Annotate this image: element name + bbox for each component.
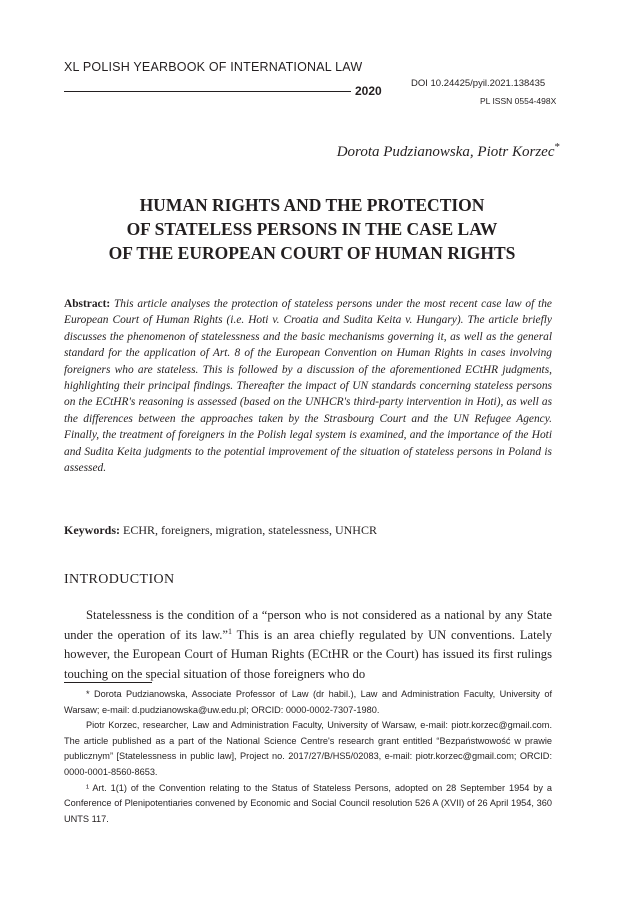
keywords-text: ECHR, foreigners, migration, statelessness, UNHCR (123, 523, 377, 537)
article-title (60, 193, 564, 265)
authors (337, 141, 560, 161)
keywords (64, 523, 552, 538)
footnotes (64, 687, 552, 827)
author-names: Dorota Pudzianowska, Piotr Korzec (336, 144, 555, 160)
footnote-rule (64, 682, 152, 683)
body-text-part: Statelessness is the condition of a “person who is not considered as a national by any State under the operation of its law.” (64, 608, 552, 642)
title-line: OF THE EUROPEAN COURT OF HUMAN RIGHTS (108, 243, 516, 263)
keywords-label: Keywords: (64, 523, 120, 537)
doi: DOI 10.24425/pyil.2021.138435 (411, 78, 546, 89)
footnote: ¹ Art. 1(1) of the Convention relating to the Status of Stateless Persons, adopted on 28 September 1954 by a Conference of Plenipotentiaries convened by Economic and Social Council resolution 526 A (XVII) of 26 April 1954, 360 UNTS 117. (64, 782, 552, 824)
section-heading: INTRODUCTION (64, 572, 175, 587)
header-rule (64, 91, 351, 92)
title-line: HUMAN RIGHTS AND THE PROTECTION (139, 195, 485, 215)
abstract-text: This article analyses the protection of stateless persons under the most recent case law of the European Court of Human Rights (i.e. Hoti v. Croatia and Sudita Keita v. Hungary). The article briefly discusses the phenomenon of statelessness and the basic mechanisms governing it, as well as the general standard for the application of Art. 8 of the European Convention on Human Rights in cases involving foreigners who are stateless. This is followed by a discussion of the aforementioned ECtHR judgments, highlighting their principal findings. Thereafter the impact of UN standards concerning stateless persons on the ECtHR's reasoning is assessed (based on the UNHCR's third-party intervention in Hoti), as well as the differences between the approaches taken by the Strasbourg Court and the UN Refugee Agency. Finally, the treatment of foreigners in the Polish legal system is examined, and the importance of the Hoti and Sudita Keita judgments to the potential improvement of the situation of stateless persons in Poland is assessed. (64, 298, 552, 475)
body-paragraph (64, 606, 552, 684)
abstract (64, 296, 552, 476)
title-line: OF STATELESS PERSONS IN THE CASE LAW (126, 219, 498, 239)
issn: PL ISSN 0554-498X (480, 96, 557, 106)
body-text-part: This is an area chiefly regulated by UN conventions. Lately however, the European Court of Human Rights (ECtHR or the Court) has issued its first rulings touching on the special situation of those foreigners who do (64, 627, 552, 681)
footnote: Piotr Korzec, researcher, Law and Administration Faculty, University of Warsaw, e-mail: piotr.korzec@gmail.com. The article published as a part of the National Science Centre's research grant entitled “Bezpaństwowość w prawie publicznym” [Statelessness in public law], Project no. 2017/27/B/HS5/02083, e-mail: piotr.korzec@gmail.com; ORCID: 0000-0001-8560-8653. (64, 720, 552, 777)
journal-title: XL POLISH YEARBOOK OF INTERNATIONAL LAW (64, 60, 363, 74)
footnote-ref[interactable]: 1 (228, 626, 233, 636)
abstract-label: Abstract: (64, 298, 111, 310)
footnote: * Dorota Pudzianowska, Associate Professor of Law (dr habil.), Law and Administration Faculty, University of Warsaw; e-mail: d.pudzianowska@uw.edu.pl; ORCID: 0000-0002-7307-1980. (64, 689, 552, 715)
author-footnote-mark: * (554, 141, 560, 153)
journal-year: 2020 (355, 84, 382, 98)
